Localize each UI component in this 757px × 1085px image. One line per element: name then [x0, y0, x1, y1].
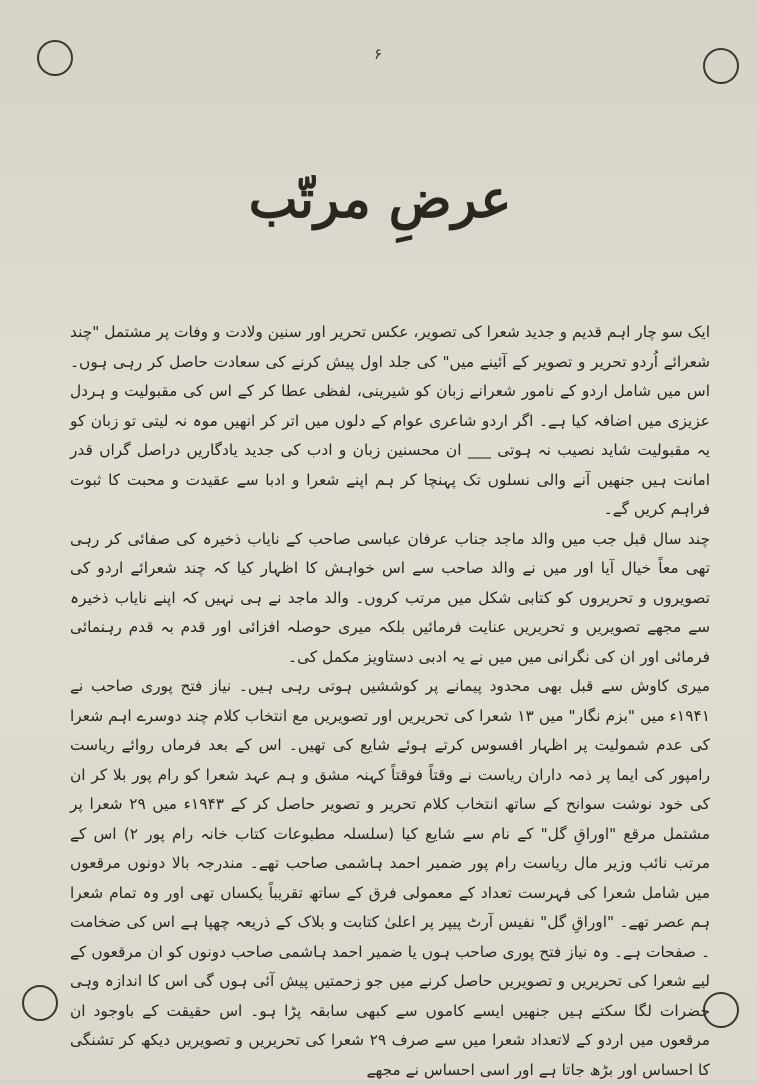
paragraph-1: ایک سو چار اہم قدیم و جدید شعرا کی تصویر، عکس تحریر اور سنین ولادت و وفات پر مشتمل "چند شعرائے اُردو تحریر و تصویر کے آئینے میں" کی جلد اول پیش کرنے کی سعادت حاصل کر رہی ہوں۔ اس میں شامل اردو کے نامور شعرانے زبان کو شیرینی، لفظی عطا کر کے اس کی مقبولیت و ہردل عزیزی میں اضافہ کیا ہے۔ اگر اردو شاعری عوام کے دلوں میں اتر کر انھیں موہ نہ لیتی تو زبان کو یہ مقبولیت شاید نصیب نہ ہوتی ___ ان محسنین زبان و ادب کی جدید یادگاریں دراصل گراں قدر امانت ہیں جنھیں آنے والی نسلوں تک پہنچا کر ہم اپنے شعرا و ادبا سے عقیدت و محبت کا ثبوت فراہم کریں گے۔ [70, 323, 710, 518]
punch-hole-top-right [703, 48, 739, 84]
body-text [70, 318, 710, 1085]
paragraph-2: چند سال قبل جب میں والد ماجد جناب عرفان عباسی صاحب کے نایاب ذخیرہ کی صفائی کر رہی تھی معاً خیال آیا اور میں نے والد صاحب سے اس خواہش کا اظہار کیا کہ چند شعرائے اردو کی تصویروں و تحریروں کو کتابی شکل میں مرتب کروں۔ والد ماجد نے ہی نہیں کہ اپنے نایاب ذخیرہ سے مجھے تصویریں و تحریریں عنایت فرمائیں بلکہ میری حوصلہ افزائی اور قدم بہ قدم رہنمائی فرمائی اور ان کی نگرانی میں میں نے یہ ادبی دستاویز مکمل کی۔ [70, 529, 710, 666]
paragraph-3: میری کاوش سے قبل بھی محدود پیمانے پر کوششیں ہوتی رہی ہیں۔ نیاز فتح پوری صاحب نے ۱۹۴۱ء میں "بزم نگار" میں ۱۳ شعرا کی تحریریں اور تصویریں مع انتخاب کلام چند دوسرے اہم شعرا کی عدم شمولیت پر اظہار افسوس کرتے ہوئے شایع کی تھیں۔ اس کے بعد فرماں روائے ریاست رامپور کی ایما پر ذمہ داران ریاست نے وقتاً فوقتاً کہنہ مشق و ہم عہد شعرا کو رام پور بلا کر ان کی خود نوشت سوانح کے ساتھ انتخاب کلام تحریر و تصویر حاصل کر کے ۱۹۴۳ء میں ۲۹ شعرا پر مشتمل مرقع "اوراقِ گل" کے نام سے شایع کیا (سلسلہ مطبوعات کتاب خانہ رام پور ۲) اس کے مرتب نائب وزیر مال ریاست رام پور ضمیر احمد ہاشمی صاحب تھے۔ مندرجہ بالا دونوں مرقعوں میں شامل شعرا کی فہرست تعداد کے معمولی فرق کے ساتھ تقریباً یکساں تھی اور وہ تمام شعرا ہم عصر تھے۔ "اوراقِ گل" نفیس آرٹ پیپر پر اعلیٰ کتابت و بلاک کے ذریعہ چھپا ہے اس کی ضخامت ۔ صفحات ہے۔ وہ نیاز فتح پوری صاحب ہوں یا ضمیر احمد ہاشمی صاحب دونوں کو ان مرقعوں کے لیے شعرا کی تحریریں و تصویریں حاصل کرنے میں جو زحمتیں پیش آئی ہوں گی اس کا اندازہ وہی حضرات لگا سکتے ہیں جنھیں ایسے کاموں سے کبھی سابقہ پڑا ہو۔ اس حقیقت کے باوجود ان مرقعوں میں اردو کے لاتعداد شعرا میں سے صرف ۲۹ شعرا کی تحریریں و تصویریں دیکھ کر تشنگی کا احساس اور بڑھ جاتا ہے اور اسی احساس نے مجھے [70, 677, 710, 1079]
page-number: ۶ [374, 45, 383, 63]
punch-hole-top-left [37, 40, 73, 76]
punch-hole-bottom-left [22, 985, 58, 1021]
page-title: عرضِ مرتّب [248, 169, 512, 230]
